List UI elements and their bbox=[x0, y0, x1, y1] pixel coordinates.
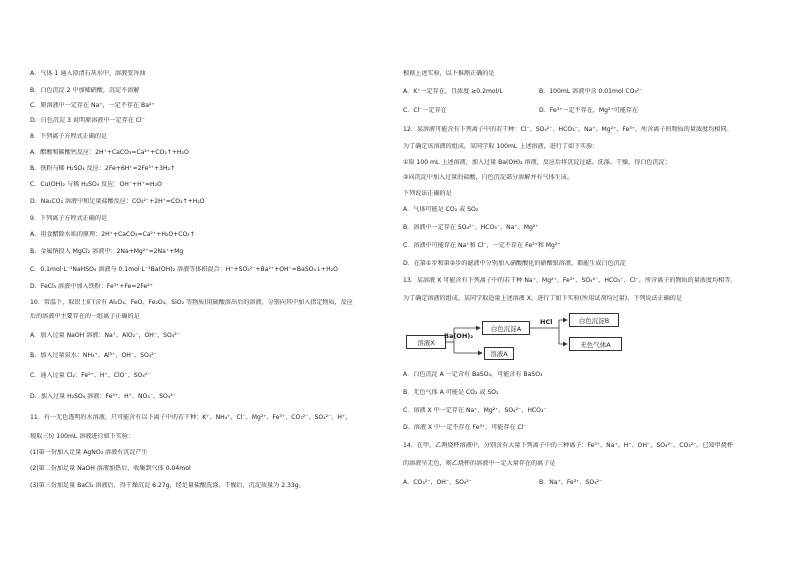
q14-option-b: B．Na⁺、Fe³⁺、SO₄²⁻ bbox=[539, 479, 603, 486]
q8-option-b: B．铁粉与稀 H₂SO₄ 反应：2Fe+6H⁺=2Fe³⁺+3H₂↑ bbox=[30, 165, 176, 172]
q14-stem-line2: 的溶液呈无色，则乙烧杯的溶液中一定大量存在的离子是 bbox=[403, 460, 556, 467]
flow-solution-a: 溶液A bbox=[484, 347, 514, 360]
q7-option-d: D．白色沉淀 3 说明原溶液中一定存在 Cl⁻ bbox=[30, 117, 145, 124]
q12-step-2: ②向沉淀中加入过量的盐酸，白色沉淀部分溶解并有气体生成。 bbox=[403, 174, 573, 181]
q9-option-b: B．金属钠投入 MgCl₂ 溶液中：2Na+Mg²⁺=2Na⁺+Mg bbox=[30, 248, 184, 255]
q9-option-d: D．FeCl₃ 溶液中加入铁粉：Fe³⁺+Fe=2Fe²⁺ bbox=[30, 283, 153, 290]
q12-stem-line2: 为了确定该溶液的组成，某同学取 100mL 上述溶液，进行了如下实验： bbox=[403, 143, 599, 150]
q9-stem: 9．下列离子方程式正确的是 bbox=[30, 215, 108, 222]
q8-stem: 8．下列离子方程式正确的是 bbox=[30, 133, 108, 140]
q13-stem-line2: 为了确定溶液的组成，某同学取适量上述溶液 X，进行了如下实验(所用试剂均过量)，下列说法正确的是 bbox=[403, 295, 682, 302]
q11-option-d: D．Fe³⁺一定不存在，Mg²⁺可能存在 bbox=[539, 107, 639, 114]
q12-option-c: C．溶液中可能存在 Na⁺和 Cl⁻，一定不存在 Fe³⁺和 Mg²⁺ bbox=[403, 242, 561, 249]
q7-option-a: A．气体 1 通入澄清石灰水中，溶液变浑浊 bbox=[30, 70, 146, 77]
q11-option-b: B．100mL 溶液中含 0.01mol CO₃²⁻ bbox=[539, 88, 643, 95]
flow-precipitate-b: 白色沉淀B bbox=[569, 313, 619, 327]
q10-option-d: D．加入过量 H₂SO₄ 溶液：Fe³⁺、H⁺、NO₃⁻、SO₄²⁻ bbox=[30, 393, 176, 400]
q11-option-c: C．Cl⁻一定存在 bbox=[403, 107, 447, 114]
q11-prompt: 根据上述实验，以下推测正确的是 bbox=[403, 70, 495, 77]
q14-options-row1 bbox=[403, 479, 765, 487]
q13-option-d: D．溶液 X 中一定不存在 Fe³⁺，可能存在 Cl⁻ bbox=[403, 424, 527, 431]
q12-option-a: A．气体可能是 CO₂ 或 SO₂ bbox=[403, 206, 479, 213]
q13-stem-line1: 13．某溶液 X 可能含有下列离子中的若干种 Na⁺、Mg²⁺、Fe³⁺、SO₄²⁻、HCO₃⁻、Cl⁻，所含离子的物质的量浓度均相等。 bbox=[403, 277, 737, 284]
q11-options-row2 bbox=[403, 107, 765, 115]
q8-option-d: D．Na₂CO₃ 溶液中和足量盐酸反应：CO₃²⁻+2H⁺=CO₂↑+H₂O bbox=[30, 198, 205, 205]
q11-experiment-3: (3)第三份加足量 BaCl₂ 溶液后，得干燥沉淀 6.27g，经足量盐酸洗涤、干燥后，沉淀质量为 2.33g。 bbox=[30, 482, 305, 489]
q9-option-a: A．用食醋除水垢的原理：2H⁺+CaCO₃=Ca²⁺+H₂O+CO₂↑ bbox=[30, 231, 195, 238]
q12-option-b: B．溶液中一定存在 SO₄²⁻、HCO₃⁻、Na⁺、Mg²⁺ bbox=[403, 224, 539, 231]
q11-stem-line2: 现取三份 100mL 溶液进行如下实验： bbox=[30, 433, 135, 440]
flow-solution-x: 溶液X bbox=[406, 335, 446, 349]
flow-reagent-hcl: HCl bbox=[540, 318, 553, 326]
q10-option-b: B．加入过量氨水：NH₄⁺、Al³⁺、OH⁻、SO₄²⁻ bbox=[30, 352, 157, 359]
q10-option-c: C．通入过量 Cl₂：Fe²⁺、H⁺、ClO⁻、SO₄²⁻ bbox=[30, 372, 151, 379]
q11-experiment-1: (1)第一份加入足量 AgNO₃ 溶液有沉淀产生 bbox=[30, 449, 148, 456]
q8-option-c: C．Cu(OH)₂ 与稀 H₂SO₄ 反应：OH⁻+H⁺=H₂O bbox=[30, 181, 162, 188]
q7-option-b: B．白色沉淀 2 中加稀硝酸，沉淀不溶解 bbox=[30, 87, 140, 94]
q7-option-c: C．原溶液中一定存在 Na⁺，一定不存在 Ba²⁺ bbox=[30, 102, 155, 109]
q13-option-b: B．无色气体 A 可能是 CO₂ 或 SO₂ bbox=[403, 389, 499, 396]
q8-option-a: A．醋酸和碳酸钙反应：2H⁺+CaCO₃=Ca²⁺+CO₂↑+H₂O bbox=[30, 149, 189, 156]
flow-precipitate-a: 白色沉淀A bbox=[482, 321, 530, 335]
q12-stem-line1: 12．某溶液可能含有下列离子中的若干种：Cl⁻、SO₄²⁻、HCO₃⁻、Na⁺、Mg²⁺、Fe³⁺，所含离子的物质的量浓度均相同。 bbox=[403, 126, 733, 133]
flow-gas-a: 无色气体A bbox=[569, 337, 622, 351]
q11-options-row1 bbox=[403, 88, 765, 96]
q12-prompt: 下列说法正确的是 bbox=[403, 190, 452, 197]
q11-experiment-2: (2)第二份加足量 NaOH 溶液加热后，收集到气体 0.04mol bbox=[30, 465, 191, 472]
q11-option-a: A．K⁺一定存在，且浓度 ≥0.2mol/L bbox=[403, 88, 503, 95]
q10-stem-line2: 后的溶液中主要存在的一组离子正确的是 bbox=[30, 313, 140, 320]
q14-stem-line1: 14．在甲、乙两烧杯溶液中，分别含有大量下列离子中的三种离子：Fe³⁺、Na⁺、H⁺、OH⁻、SO₄²⁻、CO₃²⁻。已知甲烧杯 bbox=[403, 442, 733, 449]
q11-stem-line1: 11．有一无色透明的水溶液，只可能含有以下离子中的若干种：K⁺、NH₄⁺、Cl⁻、Mg²⁺、Fe³⁺、CO₃²⁻、SO₄²⁻、H⁺， bbox=[30, 414, 352, 421]
q12-option-d: D．在第①步和第②步的滤液中分别加入硝酸酸化的硝酸银溶液，都能生成白色沉淀 bbox=[403, 260, 626, 267]
q14-option-a: A．CO₃²⁻、OH⁻、SO₄²⁻ bbox=[403, 479, 472, 486]
q13-option-c: C．溶液 X 中一定存在 Na⁺、Mg²⁺、SO₄²⁻、HCO₃⁻ bbox=[403, 407, 547, 414]
q10-stem-line1: 10．常温下，取铝土矿(含有 Al₂O₃、FeO、Fe₂O₃、SiO₂ 等物质)用硫酸溶出后的溶液，分别向其中加入指定物质，反应 bbox=[30, 299, 353, 306]
q12-step-1: ①取 100 mL 上述溶液，加入过量 Ba(OH)₂ 溶液，反应后将沉淀过滤、洗涤、干燥，得白色沉淀； bbox=[403, 159, 671, 166]
q10-option-a: A．加入过量 NaOH 溶液：Na⁺、AlO₂⁻、OH⁻、SO₄²⁻ bbox=[30, 332, 180, 339]
q9-option-c: C．0.1mol·L⁻¹NaHSO₄ 溶液与 0.1mol·L⁻¹Ba(OH)₂ 溶液等体积混合：H⁺+SO₄²⁻+Ba²⁺+OH⁻=BaSO₄↓+H₂O bbox=[30, 266, 338, 273]
q13-flow-diagram bbox=[404, 309, 634, 365]
q13-option-a: A．白色沉淀 A 一定含有 BaSO₄，可能含有 BaSO₃ bbox=[403, 371, 543, 378]
flow-reagent-baoh2: Ba(OH)₂ bbox=[444, 332, 474, 340]
